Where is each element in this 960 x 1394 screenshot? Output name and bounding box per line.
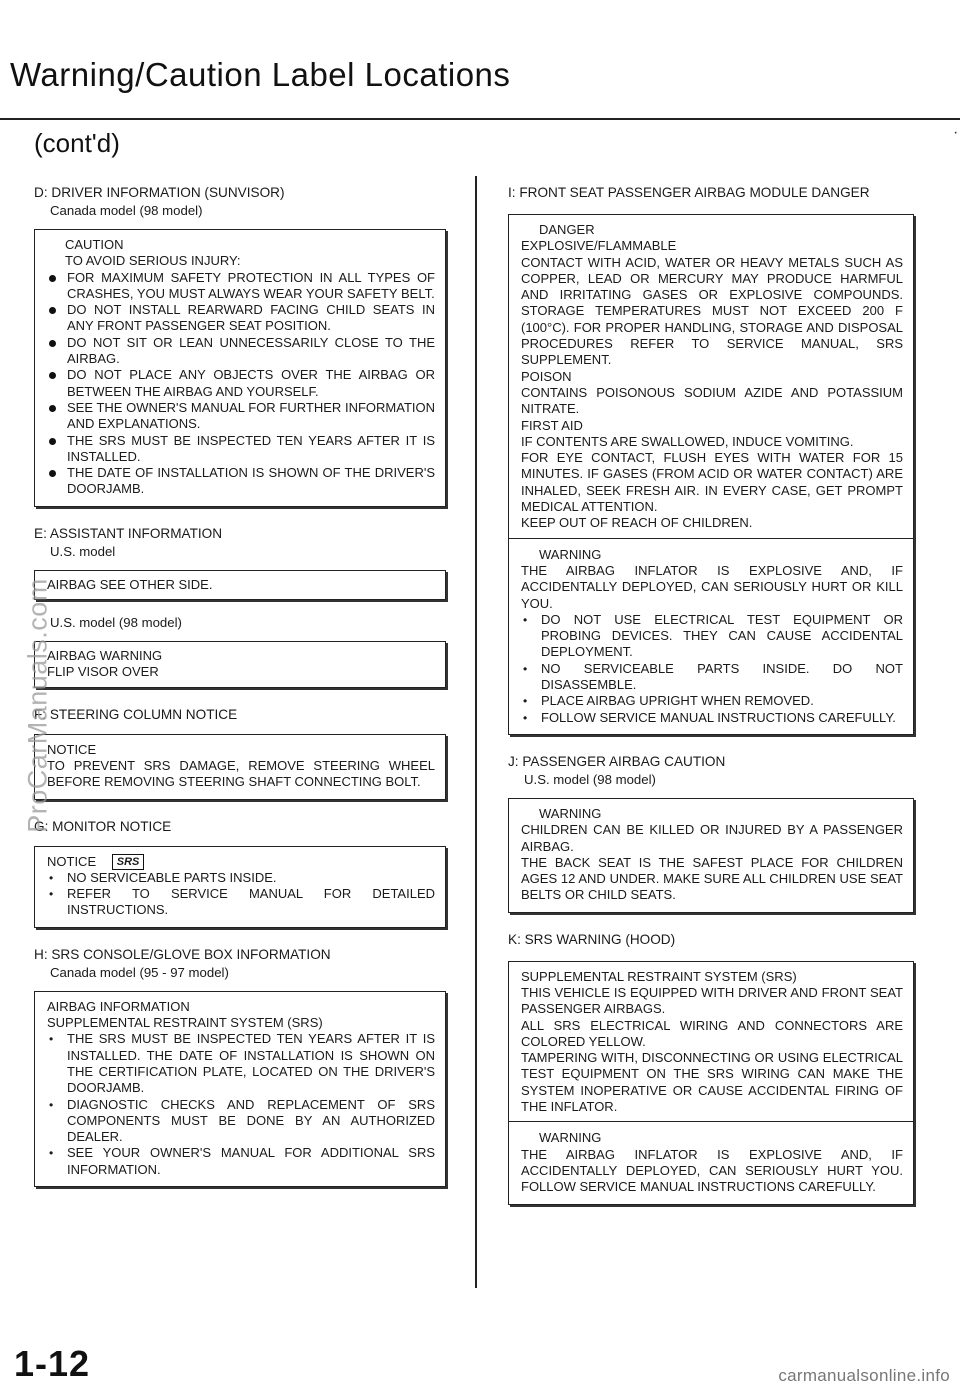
section-subheading: U.S. model (98 model) <box>50 615 182 631</box>
box-text: KEEP OUT OF REACH OF CHILDREN. <box>521 515 753 531</box>
section-e <box>34 525 446 688</box>
box-text: THE AIRBAG INFLATOR IS EXPLOSIVE AND, IF ACCIDENTALLY DEPLOYED, CAN SERIOUSLY HURT OR KILL YOU. <box>521 562 903 611</box>
section-h <box>34 946 446 1187</box>
box-text: ALL SRS ELECTRICAL WIRING AND CONNECTORS ARE COLORED YELLOW. <box>521 1017 903 1049</box>
bullet-list <box>47 870 435 919</box>
list-item: THE DATE OF INSTALLATION IS SHOWN OF THE DRIVER'S DOORJAMB. <box>47 465 435 498</box>
label-box <box>508 961 914 1205</box>
bullet-list <box>47 270 435 498</box>
section-subheading: U.S. model (98 model) <box>524 771 656 787</box>
box-text: AIRBAG SEE OTHER SIDE. <box>47 576 213 592</box>
corner-mark: · <box>953 124 959 141</box>
list-item: • SEE YOUR OWNER'S MANUAL FOR ADDITIONAL SRS INFORMATION. <box>47 1145 435 1178</box>
list-item: DO NOT PLACE ANY OBJECTS OVER THE AIRBAG OR BETWEEN THE AIRBAG AND YOURSELF. <box>47 367 435 400</box>
label-box <box>508 214 914 735</box>
list-item: DO NOT SIT OR LEAN UNNECESSARILY CLOSE TO THE AIRBAG. <box>47 335 435 368</box>
box-text: EXPLOSIVE/FLAMMABLE <box>521 238 677 254</box>
list-item: SEE THE OWNER'S MANUAL FOR FURTHER INFORMATION AND EXPLANATIONS. <box>47 400 435 433</box>
watermark-vertical: ProCarManuals.com <box>22 578 53 833</box>
label-box <box>34 734 446 800</box>
box-heading-row <box>47 854 435 870</box>
box-heading: WARNING <box>539 805 602 821</box>
box-text: FLIP VISOR OVER <box>47 664 159 680</box>
box-heading: NOTICE <box>47 741 97 757</box>
label-box <box>508 798 914 913</box>
section-subheading: Canada model (95 - 97 model) <box>50 964 229 980</box>
box-text: CONTAINS POISONOUS SODIUM AZIDE AND POTASSIUM NITRATE. <box>521 384 903 417</box>
box-text: THIS VEHICLE IS EQUIPPED WITH DRIVER AND FRONT SEAT PASSENGER AIRBAGS. <box>521 984 903 1017</box>
box-text: POISON <box>521 368 572 384</box>
list-item: • PLACE AIRBAG UPRIGHT WHEN REMOVED. <box>521 693 903 709</box>
box-heading: CAUTION <box>65 237 124 252</box>
bullet-list <box>521 612 903 726</box>
box-text: THE BACK SEAT IS THE SAFEST PLACE FOR CHILDREN AGES 12 AND UNDER. MAKE SURE ALL CHILDREN USE SEAT BELTS OR CHILD SEATS. <box>521 854 903 903</box>
box-divider <box>509 538 913 539</box>
box-heading: SUPPLEMENTAL RESTRAINT SYSTEM (SRS) <box>521 968 797 984</box>
left-column <box>34 184 446 1205</box>
section-heading: F: STEERING COLUMN NOTICE <box>34 706 238 722</box>
box-text: FOR EYE CONTACT, FLUSH EYES WITH WATER FOR 15 MINUTES. IF GASES (FROM ACID OR WATER CONTACT) ARE INHALED, SEEK FRESH AIR. IN EVERY CASE, GET PROMPT MEDICAL ATTENTION. <box>521 450 903 515</box>
section-g <box>34 818 446 928</box>
list-item: • REFER TO SERVICE MANUAL FOR DETAILED INSTRUCTIONS. <box>47 886 435 919</box>
right-column <box>508 184 914 1223</box>
section-heading: H: SRS CONSOLE/GLOVE BOX INFORMATION <box>34 946 331 962</box>
column-divider <box>475 176 477 1288</box>
title-rule <box>0 118 960 120</box>
section-subheading: U.S. model <box>50 543 116 559</box>
box-text: CHILDREN CAN BE KILLED OR INJURED BY A PASSENGER AIRBAG. <box>521 822 903 854</box>
box-heading: AIRBAG INFORMATION <box>47 998 190 1014</box>
section-heading: I: FRONT SEAT PASSENGER AIRBAG MODULE DANGER <box>508 185 870 200</box>
list-item: • THE SRS MUST BE INSPECTED TEN YEARS AFTER IT IS INSTALLED. THE DATE OF INSTALLATION IS SHOWN ON THE CERTIFICATION PLATE, LOCATED ON THE DRIVER'S DOORJAMB. <box>47 1031 435 1096</box>
box-text: AIRBAG WARNING <box>47 648 163 664</box>
box-heading: WARNING <box>539 546 602 562</box>
bullet-list <box>47 1031 435 1178</box>
page-title: Warning/Caution Label Locations <box>10 56 511 93</box>
continued-label: (cont'd) <box>34 128 120 158</box>
box-text: FIRST AID <box>521 417 583 433</box>
section-k <box>508 931 914 1205</box>
box-subheading: SUPPLEMENTAL RESTRAINT SYSTEM (SRS) <box>47 1015 323 1031</box>
box-heading: DANGER <box>539 222 595 237</box>
list-item: • NO SERVICEABLE PARTS INSIDE. <box>47 870 435 886</box>
box-heading: NOTICE <box>47 853 97 869</box>
label-box <box>34 991 446 1187</box>
label-box <box>34 641 446 688</box>
box-heading: WARNING <box>539 1130 602 1146</box>
section-f <box>34 706 446 800</box>
label-box <box>34 229 446 507</box>
section-heading: J: PASSENGER AIRBAG CAUTION <box>508 753 726 769</box>
list-item: • NO SERVICEABLE PARTS INSIDE. DO NOT DISASSEMBLE. <box>521 661 903 694</box>
watermark-bottom: carmanualsonline.info <box>778 1366 950 1385</box>
section-heading: G: MONITOR NOTICE <box>34 818 172 834</box>
page-number: 1-12 <box>14 1343 91 1384</box>
section-d <box>34 184 446 507</box>
section-heading: K: SRS WARNING (HOOD) <box>508 931 676 947</box>
label-box <box>34 846 446 928</box>
list-item: • DIAGNOSTIC CHECKS AND REPLACEMENT OF SRS COMPONENTS MUST BE DONE BY AN AUTHORIZED DEALER. <box>47 1097 435 1146</box>
section-i <box>508 184 914 735</box>
box-text: TO PREVENT SRS DAMAGE, REMOVE STEERING WHEEL BEFORE REMOVING STEERING SHAFT CONNECTING BOLT. <box>47 757 435 790</box>
srs-badge: SRS <box>112 854 145 870</box>
list-item: • FOLLOW SERVICE MANUAL INSTRUCTIONS CAREFULLY. <box>521 710 903 726</box>
box-text: CONTACT WITH ACID, WATER OR HEAVY METALS SUCH AS COPPER, LEAD OR MERCURY MAY PRODUCE HARMFUL AND IRRITATING GASES OR EXPLOSIVE COMPOUNDS. STORAGE TEMPERATURES MUST NOT EXCEED 200 F (100°C). FOR PROPER HANDLING, STORAGE AND DISPOSAL PROCEDURES REFER TO SERVICE MANUAL, SRS SUPPLEMENT. <box>521 254 903 368</box>
section-heading: D: DRIVER INFORMATION (SUNVISOR) <box>34 185 285 200</box>
box-text: TAMPERING WITH, DISCONNECTING OR USING ELECTRICAL TEST EQUIPMENT ON THE SRS WIRING CAN MAKE THE SYSTEM INOPERATIVE OR CAUSE ACCIDENTAL FIRING OF THE INFLATOR. <box>521 1050 903 1115</box>
section-subheading: Canada model (98 model) <box>50 203 203 218</box>
section-j <box>508 753 914 913</box>
section-heading: E: ASSISTANT INFORMATION <box>34 525 223 541</box>
box-text: THE AIRBAG INFLATOR IS EXPLOSIVE AND, IF ACCIDENTALLY DEPLOYED, CAN SERIOUSLY HURT YOU. FOLLOW SERVICE MANUAL INSTRUCTIONS CAREFULLY. <box>521 1146 903 1195</box>
list-item: • DO NOT USE ELECTRICAL TEST EQUIPMENT OR PROBING DEVICES. THEY CAN CAUSE ACCIDENTAL DEPLOYMENT. <box>521 612 903 661</box>
box-divider <box>509 1121 913 1122</box>
list-item: THE SRS MUST BE INSPECTED TEN YEARS AFTER IT IS INSTALLED. <box>47 433 435 466</box>
list-item: FOR MAXIMUM SAFETY PROTECTION IN ALL TYPES OF CRASHES, YOU MUST ALWAYS WEAR YOUR SAFETY BELT. <box>47 270 435 303</box>
box-subheading: TO AVOID SERIOUS INJURY: <box>65 253 241 269</box>
list-item: DO NOT INSTALL REARWARD FACING CHILD SEATS IN ANY FRONT PASSENGER SEAT POSITION. <box>47 302 435 335</box>
box-text: IF CONTENTS ARE SWALLOWED, INDUCE VOMITING. <box>521 433 854 449</box>
label-box <box>34 570 446 600</box>
